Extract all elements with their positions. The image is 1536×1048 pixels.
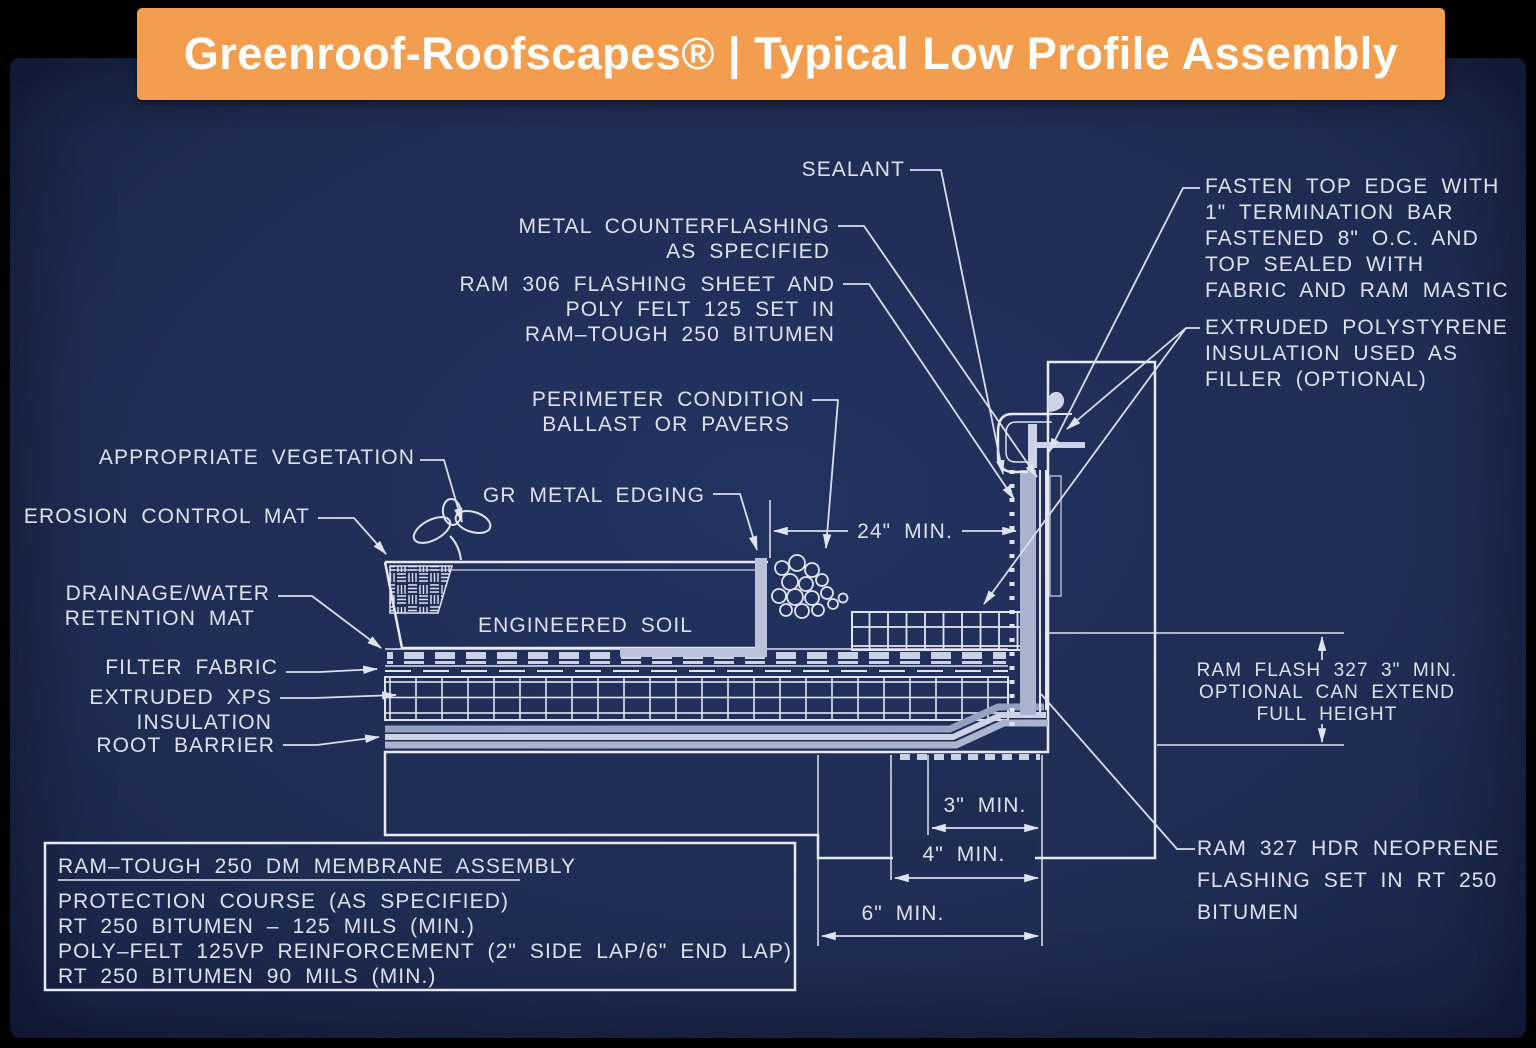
label-counterflashing-2: AS SPECIFIED [666,240,830,263]
leader-ram306 [843,284,1014,499]
vegetation-plant [410,498,494,560]
leader-sealant [910,170,1003,474]
label-ram327-2: FLASHING SET IN RT 250 [1197,869,1498,892]
label-xps-filler-1: EXTRUDED POLYSTYRENE [1205,316,1508,339]
dim-6-min: 6" MIN. [861,902,945,925]
label-engineered-soil: ENGINEERED SOIL [478,614,694,637]
label-xps-1: EXTRUDED XPS [89,686,272,709]
leader-xps [280,695,396,698]
label-xps-filler-3: FILLER (OPTIONAL) [1205,368,1427,391]
dim-4-min: 4" MIN. [922,843,1006,866]
label-ram306-3: RAM–TOUGH 250 BITUMEN [524,323,835,346]
label-fasten-1: FASTEN TOP EDGE WITH [1205,175,1500,198]
dim-24-min: 24" MIN. [857,520,953,543]
sealant-bead [1047,392,1064,412]
label-ram327-1: RAM 327 HDR NEOPRENE [1197,837,1500,860]
label-ram-flash-3: FULL HEIGHT [1256,704,1398,725]
membrane-box-line-2: RT 250 BITUMEN – 125 MILS (MIN.) [58,915,476,938]
label-fasten-5: FABRIC AND RAM MASTIC [1205,279,1509,302]
xps-filler-strip [1050,476,1061,596]
title-banner [137,8,1445,100]
label-ram306-1: RAM 306 FLASHING SHEET AND [459,273,835,296]
leader-erosion [318,518,386,554]
leader-counterflashing [838,226,1037,477]
label-ram327-3: BITUMEN [1197,901,1300,924]
termination-fastener [1037,442,1085,448]
leader-perimeter [812,400,838,548]
leader-gr-edging [713,494,757,550]
label-ram306-2: POLY FELT 125 SET IN [565,298,835,321]
membrane-assembly-box [45,843,795,990]
label-root-barrier: ROOT BARRIER [96,734,275,757]
label-drainage-2: RETENTION MAT [64,607,255,630]
label-gr-edging: GR METAL EDGING [482,484,705,507]
label-xps-filler-2: INSULATION USED AS [1205,342,1459,365]
label-drainage-1: DRAINAGE/WATER [65,582,270,605]
membrane-box-line-1: PROTECTION COURSE (AS SPECIFIED) [58,890,510,913]
erosion-mat-hatch [390,566,452,613]
label-vegetation: APPROPRIATE VEGETATION [98,446,415,469]
label-fasten-3: FASTENED 8" O.C. AND [1205,227,1479,250]
label-fasten-4: TOP SEALED WITH [1205,253,1425,276]
membrane-box-line-3: POLY–FELT 125VP REINFORCEMENT (2" SIDE LAP/6" END LAP) [58,940,793,963]
ballast-stones [772,555,848,618]
termination-bar [1028,424,1037,468]
label-fasten-2: 1" TERMINATION BAR [1205,201,1454,224]
leader-drainage [278,596,381,648]
diagram-labels [24,158,1509,925]
label-xps-2: INSULATION [136,711,272,734]
label-erosion: EROSION CONTROL MAT [23,505,310,528]
leader-filter-fabric [286,669,377,672]
leader-root-barrier [283,737,379,745]
membrane-box-title: RAM–TOUGH 250 DM MEMBRANE ASSEMBLY [58,855,577,878]
label-perimeter-1: PERIMETER CONDITION [531,388,805,411]
wall-flashing-assembly [998,392,1085,726]
leader-vegetation [420,460,462,522]
label-counterflashing-1: METAL COUNTERFLASHING [518,215,830,238]
perimeter-pavers [852,612,1030,650]
label-filter-fabric: FILTER FABRIC [105,656,278,679]
label-ram-flash-2: OPTIONAL CAN EXTEND [1198,682,1456,703]
dim-3-min: 3" MIN. [943,794,1027,817]
label-sealant: SEALANT [801,158,905,181]
leader-ram327 [1041,694,1195,849]
xps-insulation-layer [385,677,1008,720]
page-title: Greenroof-Roofscapes® | Typical Low Profile Assembly [183,28,1399,79]
label-ram-flash-1: RAM FLASH 327 3" MIN. [1196,660,1458,681]
membrane-box-line-4: RT 250 BITUMEN 90 MILS (MIN.) [58,965,437,988]
label-perimeter-2: BALLAST OR PAVERS [542,413,790,436]
